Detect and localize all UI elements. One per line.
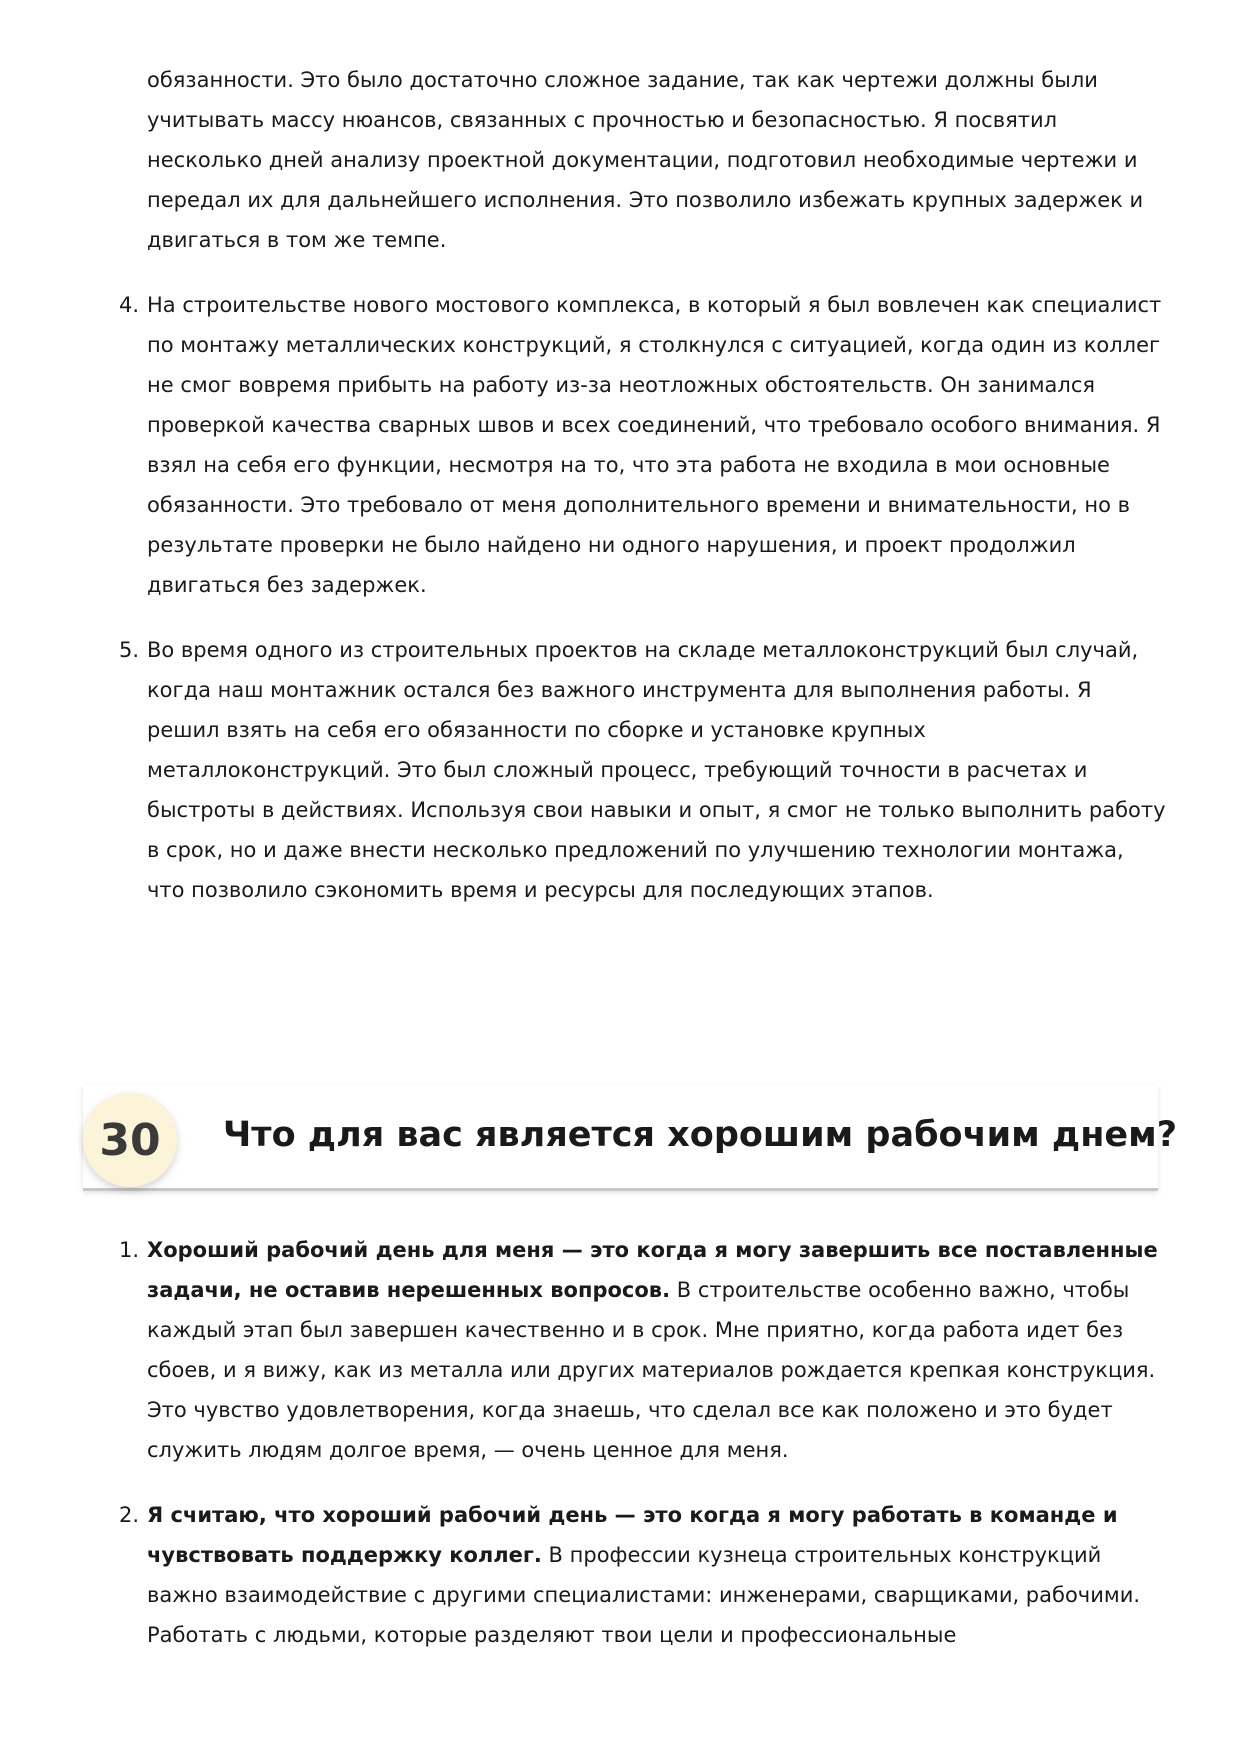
section-number-badge: 30: [83, 1093, 177, 1187]
answer-lead-sentence: Хороший рабочий день для меня — это когда я могу завершить все поставленные задачи, не оставив нерешенных вопросов.: [147, 1238, 1158, 1302]
section-header: [83, 1085, 1178, 1195]
list-item-number: 5.: [119, 638, 140, 662]
list-item: [119, 1230, 1167, 1470]
answer-lead-sentence: Я считаю, что хороший рабочий день — это когда я могу работать в команде и чувствовать поддержку коллег.: [147, 1503, 1118, 1567]
list-item-number: 1.: [119, 1238, 140, 1262]
section-title: Что для вас является хорошим рабочим днем?: [223, 1115, 1178, 1155]
previous-answers-list: [119, 285, 1167, 935]
list-item-text: В профессии кузнеца строительных конструкций важно взаимодействие с другими специалистами: инженерами, сварщиками, рабочими. Работать с людьми, которые разделяют твои цели и профессиональные: [147, 1543, 1141, 1647]
section-answers-list: [119, 1230, 1167, 1680]
list-item-text: Во время одного из строительных проектов на складе металлоконструкций был случай, когда наш монтажник остался без важного инструмента для выполнения работы. Я решил взять на себя его обязанности по сборке и установке крупных металлоконструкций. Это был сложный процесс, требующий точности в расчетах и быстроты в действиях. Используя свои навыки и опыт, я смог не только выполнить работу в срок, но и даже внести несколько предложений по улучшению технологии монтажа, что позволило сэкономить время и ресурсы для последующих этапов.: [147, 638, 1166, 902]
list-item: [119, 630, 1167, 910]
continuation-paragraph: обязанности. Это было достаточно сложное задание, так как чертежи должны были учитывать массу нюансов, связанных с прочностью и безопасностью. Я посвятил несколько дней анализу проектной документации, подготовил необходимые чертежи и передал их для дальнейшего исполнения. Это позволило избежать крупных задержек и двигаться в том же темпе.: [147, 68, 1144, 252]
list-item: [119, 285, 1167, 605]
list-item-text: На строительстве нового мостового комплекса, в который я был вовлечен как специалист по монтажу металлических конструкций, я столкнулся с ситуацией, когда один из коллег не смог вовремя прибыть на работу из-за неотложных обстоятельств. Он занимался проверкой качества сварных швов и всех соединений, что требовало особого внимания. Я взял на себя его функции, несмотря на то, что эта работа не входила в мои основные обязанности. Это требовало от меня дополнительного времени и внимательности, но в результате проверки не было найдено ни одного нарушения, и проект продолжил двигаться без задержек.: [147, 293, 1162, 597]
list-item-number: 4.: [119, 293, 140, 317]
list-item-text: В строительстве особенно важно, чтобы каждый этап был завершен качественно и в срок. Мне приятно, когда работа идет без сбоев, и я вижу, как из металла или других материалов рождается крепкая конструкция. Это чувство удовлетворения, когда знаешь, что сделал все как положено и это будет служить людям долгое время, — очень ценное для меня.: [147, 1278, 1156, 1462]
list-item-number: 2.: [119, 1503, 140, 1527]
list-item: [119, 1495, 1167, 1655]
